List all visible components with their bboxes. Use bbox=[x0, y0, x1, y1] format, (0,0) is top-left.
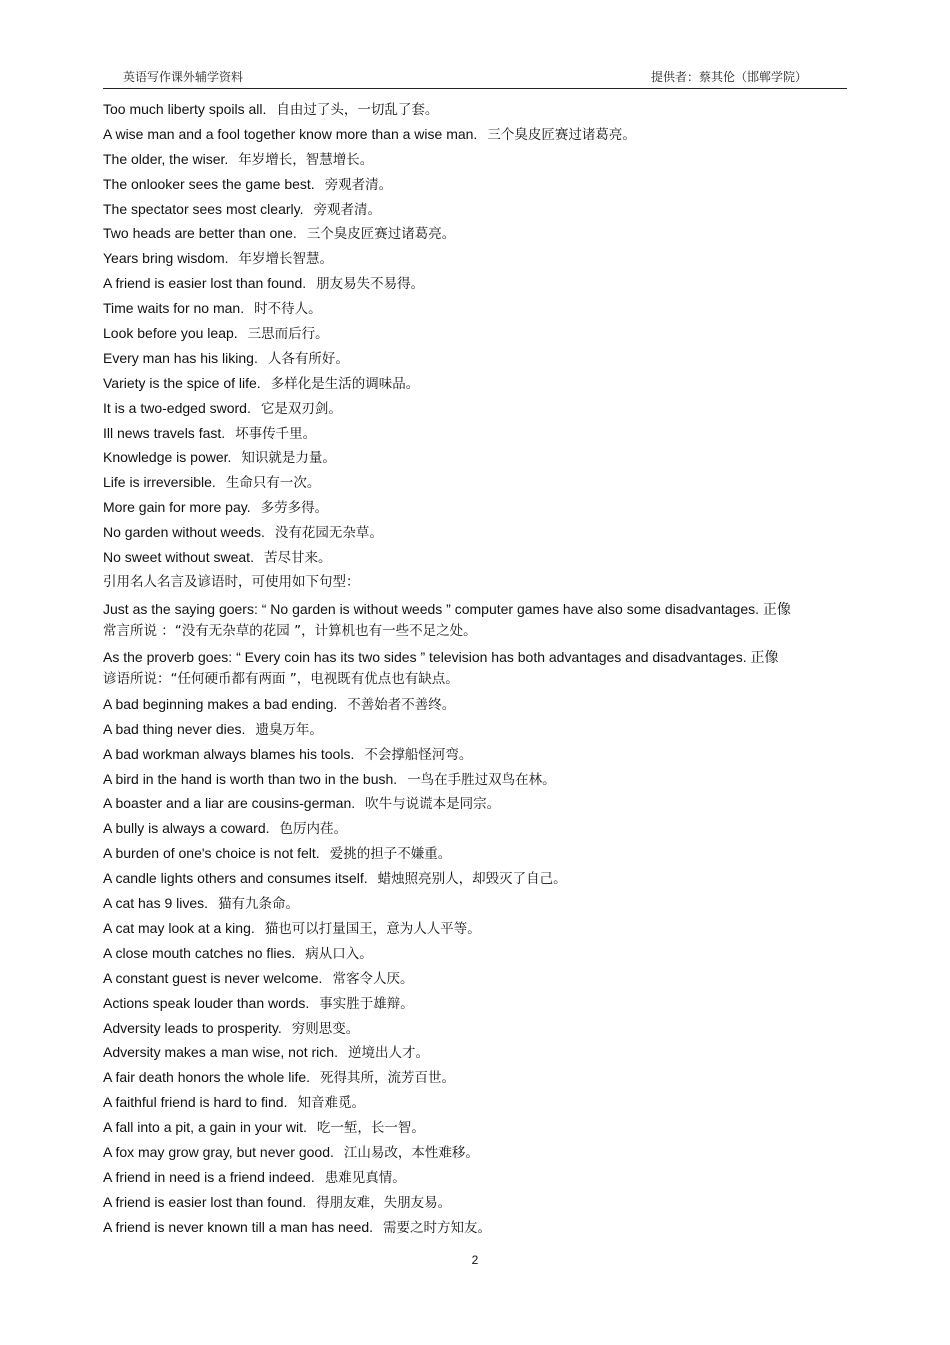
proverb-english: A fox may grow gray, but never good. bbox=[103, 1143, 334, 1160]
proverb-english: Look before you leap. bbox=[103, 325, 238, 342]
proverb-chinese: 年岁增长智慧。 bbox=[238, 251, 334, 268]
pattern-paragraph bbox=[103, 646, 851, 690]
proverb-english: Years bring wisdom. bbox=[103, 250, 229, 267]
proverb-english: No garden without weeds. bbox=[103, 524, 265, 541]
pattern-line-1: Just as the saying goers: “ No garden is without weeds ” computer games have also some disadvantages. 正像 bbox=[103, 600, 791, 617]
proverb-chinese: 一鸟在手胜过双鸟在林。 bbox=[407, 771, 556, 788]
proverb-english: A fair death honors the whole life. bbox=[103, 1069, 311, 1086]
proverb-line bbox=[103, 522, 851, 542]
proverb-chinese: 猫有九条命。 bbox=[218, 896, 300, 913]
proverb-line bbox=[103, 793, 851, 813]
proverb-english: Variety is the spice of life. bbox=[103, 374, 261, 391]
proverb-line bbox=[103, 99, 851, 119]
proverb-chinese: 年岁增长，智慧增长。 bbox=[238, 151, 374, 168]
proverb-english: Ill news travels fast. bbox=[103, 424, 226, 441]
proverb-chinese: 不善始者不善终。 bbox=[347, 696, 456, 713]
proverb-english: Life is irreversible. bbox=[103, 474, 216, 491]
proverb-english: A cat has 9 lives. bbox=[103, 895, 209, 912]
proverb-chinese: 知音难觅。 bbox=[297, 1095, 365, 1112]
proverb-english: Actions speak louder than words. bbox=[103, 994, 310, 1011]
page-header bbox=[103, 66, 847, 89]
proverb-english: A bad thing never dies. bbox=[103, 720, 246, 737]
proverb-chinese: 苦尽甘来。 bbox=[263, 550, 332, 567]
pattern-examples bbox=[103, 598, 851, 690]
proverb-line bbox=[103, 472, 851, 492]
pattern-line-2: 常言所说 ：“没有无杂草的花园 ”，计算机也有一些不足之处。 bbox=[103, 622, 477, 639]
proverb-chinese: 时不待人。 bbox=[254, 301, 322, 318]
proverb-line bbox=[103, 1167, 851, 1187]
proverb-line bbox=[103, 868, 851, 888]
proverb-english: A fall into a pit, a gain in your wit. bbox=[103, 1119, 307, 1136]
proverb-line bbox=[103, 1117, 851, 1137]
proverb-line bbox=[103, 1142, 851, 1162]
proverb-line bbox=[103, 298, 851, 318]
proverb-chinese: 得朋友难，失朋友易。 bbox=[316, 1194, 452, 1211]
proverb-english: A bully is always a coward. bbox=[103, 820, 270, 837]
proverb-chinese: 江山易改，本性难移。 bbox=[343, 1144, 479, 1161]
proverb-line bbox=[103, 223, 851, 243]
proverb-line bbox=[103, 943, 851, 963]
proverb-line bbox=[103, 447, 851, 467]
document-body bbox=[103, 99, 851, 1242]
pattern-line-1: As the proverb goes: “ Every coin has its two sides ” television has both advantages and disadvantages. 正像 bbox=[103, 648, 779, 665]
proverb-line bbox=[103, 174, 851, 194]
proverb-english: A faithful friend is hard to find. bbox=[103, 1094, 288, 1111]
proverb-chinese: 没有花园无杂草。 bbox=[274, 525, 383, 542]
proverb-english: A bird in the hand is worth than two in the bush. bbox=[103, 770, 398, 787]
proverb-line bbox=[103, 497, 851, 517]
proverb-line bbox=[103, 124, 851, 144]
proverb-chinese: 它是双刃剑。 bbox=[260, 400, 342, 417]
proverb-chinese: 病从口入。 bbox=[305, 945, 373, 962]
proverb-line bbox=[103, 348, 851, 368]
proverb-chinese: 不会撑船怪河弯。 bbox=[364, 746, 473, 763]
proverb-list-top bbox=[103, 99, 851, 567]
proverb-line bbox=[103, 1018, 851, 1038]
proverb-list-bottom bbox=[103, 694, 851, 1237]
proverb-chinese: 死得其所，流芳百世。 bbox=[320, 1070, 456, 1087]
proverb-line bbox=[103, 843, 851, 863]
proverb-english: Too much liberty spoils all. bbox=[103, 101, 267, 117]
proverb-chinese: 三个臭皮匠赛过诸葛亮。 bbox=[306, 226, 456, 243]
proverb-line bbox=[103, 423, 851, 443]
proverb-line bbox=[103, 694, 851, 714]
proverb-english: A friend is easier lost than found. bbox=[103, 1193, 307, 1210]
proverb-english: It is a two-edged sword. bbox=[103, 399, 251, 416]
proverb-english: The onlooker sees the game best. bbox=[103, 175, 315, 192]
proverb-chinese: 猫也可以打量国王，意为人人平等。 bbox=[264, 920, 481, 937]
proverb-line bbox=[103, 547, 851, 567]
proverb-english: Adversity leads to prosperity. bbox=[103, 1019, 282, 1036]
proverb-english: Two heads are better than one. bbox=[103, 225, 297, 242]
proverb-chinese: 蜡烛照亮别人，却毁灭了自己。 bbox=[377, 871, 567, 888]
proverb-line bbox=[103, 769, 851, 789]
proverb-english: A close mouth catches no flies. bbox=[103, 944, 296, 961]
proverb-english: The spectator sees most clearly. bbox=[103, 200, 304, 217]
proverb-english: A boaster and a liar are cousins-german. bbox=[103, 795, 356, 812]
proverb-chinese: 朋友易失不易得。 bbox=[316, 276, 425, 293]
proverb-english: The older, the wiser. bbox=[103, 150, 229, 167]
pattern-paragraph bbox=[103, 598, 851, 642]
proverb-chinese: 患难见真情。 bbox=[324, 1169, 406, 1186]
proverb-chinese: 遗臭万年。 bbox=[255, 721, 323, 738]
proverb-chinese: 需要之时方知友。 bbox=[383, 1219, 492, 1236]
header-provider: 提供者：蔡其伦（邯郸学院） bbox=[650, 70, 807, 84]
proverb-chinese: 逆境出人才。 bbox=[347, 1045, 429, 1062]
proverb-line bbox=[103, 149, 851, 169]
proverb-english: Knowledge is power. bbox=[103, 449, 232, 466]
proverb-english: More gain for more pay. bbox=[103, 499, 251, 516]
proverb-chinese: 人各有所好。 bbox=[267, 350, 349, 367]
proverb-english: Adversity makes a man wise, not rich. bbox=[103, 1044, 338, 1061]
proverb-line bbox=[103, 1042, 851, 1062]
proverb-english: A constant guest is never welcome. bbox=[103, 969, 323, 986]
proverb-line bbox=[103, 199, 851, 219]
proverb-english: A bad beginning makes a bad ending. bbox=[103, 695, 338, 712]
proverb-chinese: 三思而后行。 bbox=[247, 326, 329, 343]
proverb-line bbox=[103, 1217, 851, 1237]
proverb-line bbox=[103, 323, 851, 343]
proverb-chinese: 色厉内荏。 bbox=[279, 821, 348, 838]
proverb-chinese: 生命只有一次。 bbox=[225, 475, 321, 492]
proverb-line bbox=[103, 993, 851, 1013]
proverb-line bbox=[103, 719, 851, 739]
proverb-english: A friend in need is a friend indeed. bbox=[103, 1168, 315, 1185]
proverb-line bbox=[103, 248, 851, 268]
pattern-line-2: 谚语所说：“任何硬币都有两面 ”，电视既有优点也有缺点。 bbox=[103, 670, 459, 687]
header-course-title: 英语写作课外辅学资料 bbox=[123, 70, 244, 84]
proverb-line bbox=[103, 744, 851, 764]
proverb-english: A friend is easier lost than found. bbox=[103, 275, 307, 292]
proverb-line bbox=[103, 273, 851, 293]
proverb-chinese: 旁观者清。 bbox=[324, 176, 393, 193]
proverb-chinese: 知识就是力量。 bbox=[241, 450, 336, 467]
proverb-english: A bad workman always blames his tools. bbox=[103, 745, 355, 762]
proverb-chinese: 吹牛与说谎本是同宗。 bbox=[365, 796, 501, 813]
proverb-chinese: 旁观者清。 bbox=[313, 201, 381, 218]
proverb-chinese: 事实胜于雄辩。 bbox=[319, 995, 414, 1012]
proverb-english: Every man has his liking. bbox=[103, 349, 258, 366]
proverb-english: A wise man and a fool together know more than a wise man. bbox=[103, 125, 478, 142]
proverb-english: A burden of one's choice is not felt. bbox=[103, 845, 320, 862]
pattern-intro: 引用名人名言及谚语时，可使用如下句型： bbox=[103, 573, 360, 590]
proverb-line bbox=[103, 1067, 851, 1087]
proverb-line bbox=[103, 373, 851, 393]
proverb-chinese: 常客令人厌。 bbox=[332, 970, 414, 987]
proverb-line bbox=[103, 968, 851, 988]
proverb-english: A cat may look at a king. bbox=[103, 919, 255, 936]
proverb-line bbox=[103, 1192, 851, 1212]
proverb-chinese: 爱挑的担子不嫌重。 bbox=[329, 846, 452, 863]
proverb-line bbox=[103, 818, 851, 838]
proverb-english: A candle lights others and consumes itself. bbox=[103, 870, 368, 887]
proverb-chinese: 多样化是生活的调味品。 bbox=[270, 375, 420, 392]
proverb-line bbox=[103, 1092, 851, 1112]
proverb-chinese: 自由过了头，一切乱了套。 bbox=[276, 102, 439, 118]
proverb-english: A friend is never known till a man has need. bbox=[103, 1218, 374, 1235]
proverb-english: Time waits for no man. bbox=[103, 300, 245, 317]
proverb-chinese: 穷则思变。 bbox=[291, 1020, 360, 1037]
proverb-line bbox=[103, 398, 851, 418]
proverb-chinese: 三个臭皮匠赛过诸葛亮。 bbox=[487, 126, 636, 143]
proverb-english: No sweet without sweat. bbox=[103, 549, 254, 566]
proverb-line bbox=[103, 893, 851, 913]
page-number: 2 bbox=[471, 1253, 479, 1267]
proverb-chinese: 多劳多得。 bbox=[260, 500, 329, 517]
proverb-line bbox=[103, 918, 851, 938]
proverb-chinese: 坏事传千里。 bbox=[235, 425, 317, 442]
proverb-chinese: 吃一堑，长一智。 bbox=[316, 1120, 425, 1137]
